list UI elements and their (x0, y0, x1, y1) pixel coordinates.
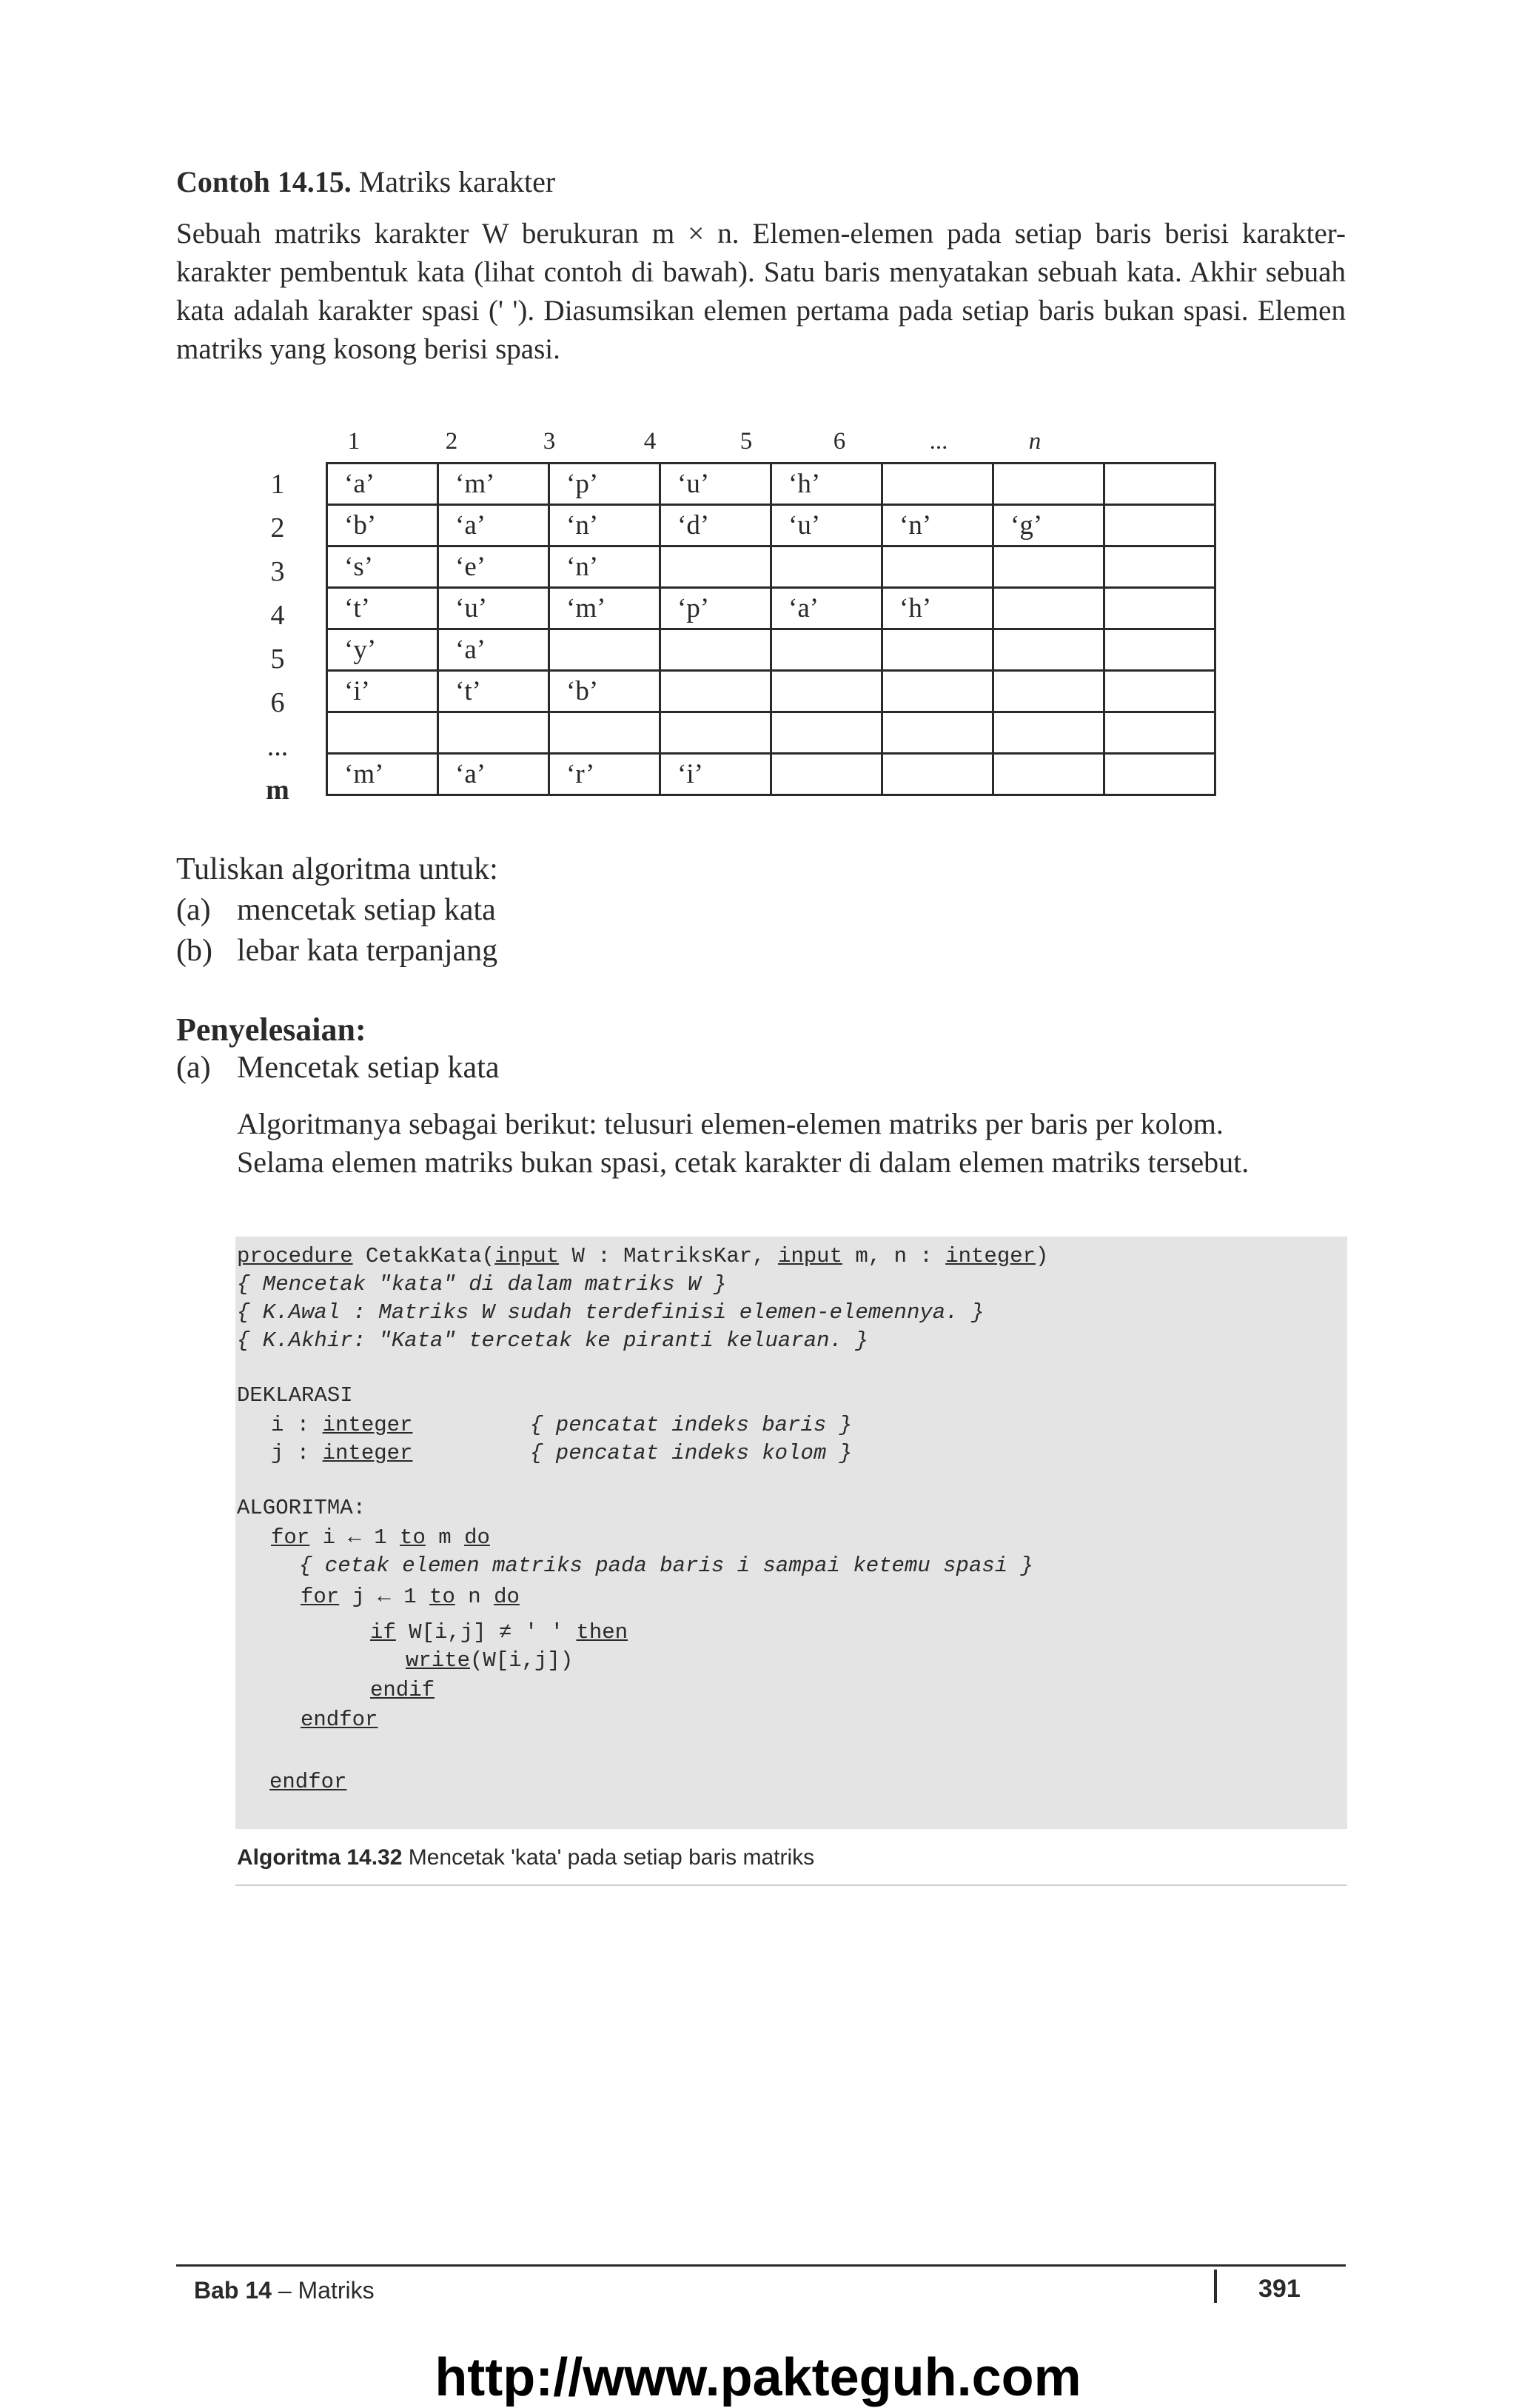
solution-part-a (176, 1050, 500, 1086)
code-line-var-j: j : integer { pencatat indeks kolom } (271, 1441, 853, 1465)
code-line-if: if W[i,j] ≠ ' ' then (370, 1620, 628, 1645)
matrix-cell (993, 546, 1104, 588)
matrix-cell (882, 754, 993, 795)
keyword-input: input (494, 1244, 560, 1268)
page-number: 391 (1258, 2275, 1301, 2303)
algorithm-caption (237, 1845, 814, 1870)
matrix-cell: ‘m’ (438, 464, 549, 505)
keyword-integer: integer (322, 1441, 413, 1465)
matrix-cell: ‘d’ (660, 505, 771, 546)
matrix-row-header: ... (266, 731, 289, 762)
matrix-cell: ‘h’ (882, 588, 993, 629)
matrix-cell (660, 546, 771, 588)
matrix-cell (993, 671, 1104, 712)
matrix-row (327, 629, 1215, 671)
matrix-cell: ‘n’ (882, 505, 993, 546)
matrix-cell (1104, 671, 1215, 712)
keyword-write: write (406, 1648, 471, 1673)
matrix-cell: ‘m’ (327, 754, 438, 795)
code-line-for-j: for j ← 1 to n do (301, 1585, 520, 1609)
keyword-procedure: procedure (237, 1244, 353, 1268)
matrix-cell: ‘u’ (438, 588, 549, 629)
matrix-cell (438, 712, 549, 754)
code-line-var-i: i : integer { pencatat indeks baris } (271, 1413, 853, 1437)
task-intro: Tuliskan algoritma untuk: (176, 852, 498, 886)
code-section-deklarasi: DEKLARASI (237, 1383, 353, 1408)
matrix-cell: ‘g’ (993, 505, 1104, 546)
caption-text: Mencetak 'kata' pada setiap baris matriks (402, 1845, 815, 1870)
matrix-cell (882, 629, 993, 671)
matrix-col-header: 3 (543, 428, 556, 455)
keyword-do: do (494, 1585, 520, 1609)
matrix-row (327, 712, 1215, 754)
matrix-cell (771, 754, 882, 795)
matrix-row-header: 4 (270, 600, 285, 631)
code-comment: { pencatat indeks kolom } (530, 1441, 853, 1465)
keyword-to: to (400, 1525, 426, 1550)
code-comment: { K.Akhir: "Kata" tercetak ke piranti keluaran. } (237, 1328, 868, 1353)
matrix-cell: ‘p’ (549, 464, 660, 505)
task-item-text: lebar kata terpanjang (237, 934, 498, 968)
matrix-row (327, 754, 1215, 795)
matrix-cell (660, 671, 771, 712)
footer-divider (176, 2264, 1346, 2267)
matrix-cell: ‘u’ (771, 505, 882, 546)
keyword-do: do (464, 1525, 490, 1550)
matrix-cell: ‘b’ (549, 671, 660, 712)
matrix-cell: ‘b’ (327, 505, 438, 546)
matrix-cell (771, 629, 882, 671)
matrix-row (327, 464, 1215, 505)
matrix-cell (882, 671, 993, 712)
matrix-cell (549, 712, 660, 754)
task-item-label: (b) (176, 934, 212, 968)
matrix-cell (1104, 712, 1215, 754)
matrix-row (327, 505, 1215, 546)
matrix-cell (1104, 505, 1215, 546)
footer-chapter-title: – Matriks (271, 2277, 375, 2304)
matrix-cell: ‘y’ (327, 629, 438, 671)
matrix-cell: ‘a’ (438, 754, 549, 795)
caption-label: Algoritma 14.32 (237, 1845, 403, 1870)
matrix-cell (327, 712, 438, 754)
code-comment: { pencatat indeks baris } (530, 1413, 853, 1437)
matrix-cell (660, 712, 771, 754)
matrix-cell (771, 546, 882, 588)
matrix-grid (326, 462, 1216, 796)
matrix-cell: ‘t’ (327, 588, 438, 629)
matrix-cell: ‘n’ (549, 505, 660, 546)
matrix-cell (882, 464, 993, 505)
matrix-row-header: 2 (270, 512, 285, 544)
matrix-cell (1104, 629, 1215, 671)
code-line-procedure: procedure CetakKata(input W : MatriksKar, input m, n : integer) (237, 1244, 1049, 1268)
code-comment: { cetak elemen matriks pada baris i sampai ketemu spasi } (299, 1554, 1033, 1578)
example-intro: Sebuah matriks karakter W berukuran m × n. Elemen-elemen pada setiap baris berisi karakter-karakter pembentuk kata (lihat contoh di bawah). Satu baris menyatakan sebuah kata. Akhir sebuah kata adalah karakter spasi (' '). Diasumsikan elemen pertama pada setiap baris bukan spasi. Elemen matriks yang kosong berisi spasi. (176, 218, 1346, 365)
keyword-for: for (301, 1585, 340, 1609)
matrix-cell (882, 546, 993, 588)
matrix-col-header: 4 (643, 428, 657, 455)
matrix-cell: ‘r’ (549, 754, 660, 795)
keyword-input: input (777, 1244, 842, 1268)
code-section-algoritma: ALGORITMA: (237, 1496, 366, 1520)
keyword-integer: integer (945, 1244, 1036, 1268)
solution-part-a-title: Mencetak setiap kata (237, 1051, 500, 1085)
matrix-col-header: n (1028, 428, 1042, 455)
matrix-cell (993, 629, 1104, 671)
code-line-write: write(W[i,j]) (406, 1648, 574, 1673)
matrix-cell: ‘e’ (438, 546, 549, 588)
footer-chapter (194, 2277, 375, 2304)
matrix-cell (1104, 754, 1215, 795)
keyword-to: to (429, 1585, 455, 1609)
code-comment: { Mencetak "kata" di dalam matriks W } (237, 1272, 727, 1297)
matrix-col-header: 2 (445, 428, 458, 455)
matrix-row-header: 5 (270, 643, 285, 675)
matrix-cell: ‘a’ (327, 464, 438, 505)
code-line-endfor (301, 1708, 378, 1732)
watermark-url: http://www.pakteguh.com (435, 2348, 1081, 2407)
keyword-endfor: endfor (301, 1708, 378, 1732)
matrix-cell: ‘p’ (660, 588, 771, 629)
matrix-row-header: 1 (270, 469, 285, 500)
task-item (176, 933, 497, 969)
solution-part-a-label: (a) (176, 1051, 211, 1085)
matrix-cell: ‘n’ (549, 546, 660, 588)
matrix-row (327, 588, 1215, 629)
caption-divider (235, 1884, 1347, 1886)
matrix-cell: ‘t’ (438, 671, 549, 712)
keyword-endif: endif (370, 1678, 435, 1702)
matrix-cell: ‘m’ (549, 588, 660, 629)
matrix-cell (993, 588, 1104, 629)
matrix-cell: ‘i’ (327, 671, 438, 712)
footer-chapter-number: Bab 14 (194, 2277, 272, 2304)
example-heading (176, 164, 555, 199)
keyword-endfor: endfor (269, 1770, 347, 1794)
keyword-for: for (271, 1525, 310, 1550)
keyword-then: then (576, 1620, 628, 1645)
solution-heading: Penyelesaian: (176, 1011, 366, 1048)
matrix-cell (993, 464, 1104, 505)
matrix-cell (771, 712, 882, 754)
task-item (176, 892, 496, 928)
matrix-row (327, 546, 1215, 588)
code-comment: { K.Awal : Matriks W sudah terdefinisi elemen-elemennya. } (237, 1300, 985, 1325)
matrix-cell: ‘u’ (660, 464, 771, 505)
matrix-col-header: ... (929, 428, 948, 455)
code-listing (235, 1237, 1347, 1829)
matrix-col-header: 5 (739, 428, 753, 455)
matrix-cell (993, 754, 1104, 795)
code-line-endif (370, 1678, 435, 1702)
keyword-if: if (370, 1620, 396, 1645)
keyword-integer: integer (322, 1413, 413, 1437)
matrix-cell (549, 629, 660, 671)
matrix-row-header: 6 (270, 687, 285, 718)
task-item-text: mencetak setiap kata (237, 893, 496, 927)
matrix-cell: ‘a’ (771, 588, 882, 629)
code-line-for-i: for i ← 1 to m do (271, 1525, 490, 1550)
matrix-cell: ‘h’ (771, 464, 882, 505)
matrix-row (327, 671, 1215, 712)
matrix-cell (882, 712, 993, 754)
task-item-label: (a) (176, 893, 211, 927)
matrix-cell (993, 712, 1104, 754)
matrix-col-header: 6 (833, 428, 846, 455)
matrix-cell: ‘a’ (438, 629, 549, 671)
example-title: Matriks karakter (358, 165, 556, 198)
code-line-endfor (269, 1770, 346, 1794)
footer-separator (1214, 2270, 1217, 2303)
matrix-row-header: m (266, 775, 289, 806)
matrix-cell (660, 629, 771, 671)
matrix-cell: ‘i’ (660, 754, 771, 795)
algorithm-description: Algoritmanya sebagai berikut: telusuri elemen-elemen matriks per baris per kolom. Selama elemen matriks bukan spasi, cetak karakter di dalam elemen matriks tersebut. (237, 1107, 1250, 1179)
matrix-cell (1104, 546, 1215, 588)
matrix-cell (771, 671, 882, 712)
matrix-col-header: 1 (347, 428, 360, 455)
matrix-cell (1104, 464, 1215, 505)
matrix-cell: ‘a’ (438, 505, 549, 546)
matrix-row-header: 3 (270, 556, 285, 587)
example-label: Contoh 14.15. (176, 165, 352, 198)
matrix-cell (1104, 588, 1215, 629)
matrix-cell: ‘s’ (327, 546, 438, 588)
